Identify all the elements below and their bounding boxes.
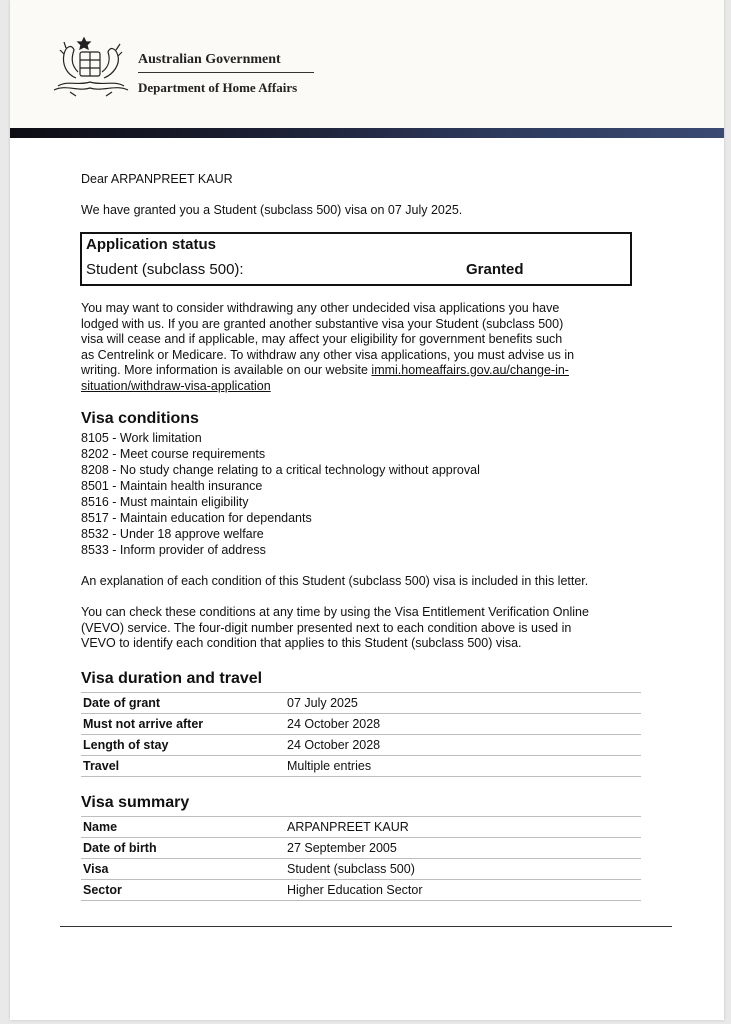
withdraw-line-3: visa will cease and if applicable, may affect your eligibility for government benefits such — [81, 332, 563, 346]
summary-table — [81, 816, 641, 901]
conditions-explanation: An explanation of each condition of this Student (subclass 500) visa is included in this letter. — [81, 574, 589, 588]
list-item: 8208 - No study change relating to a critical technology without approval — [81, 463, 480, 477]
status-badge: Granted — [466, 261, 524, 278]
row-label: Visa — [81, 859, 285, 880]
row-value: Multiple entries — [285, 756, 641, 777]
letterhead-divider — [138, 72, 314, 73]
withdraw-line-4: as Centrelink or Medicare. To withdraw any other visa applications, you must advise us in — [81, 347, 575, 362]
coat-of-arms-icon — [48, 34, 134, 98]
status-visa-type: Student (subclass 500): — [86, 261, 244, 278]
row-label: Sector — [81, 880, 285, 901]
row-value: 07 July 2025 — [285, 693, 641, 714]
row-value: Student (subclass 500) — [285, 859, 641, 880]
table-row — [81, 838, 641, 859]
vevo-line-3: VEVO to identify each condition that applies to this Student (subclass 500) visa. — [81, 636, 522, 650]
duration-table — [81, 692, 641, 777]
withdraw-line-2: lodged with us. If you are granted another substantive visa your Student (subclass 500) — [81, 316, 564, 331]
letter-page — [10, 0, 724, 1020]
table-row — [81, 859, 641, 880]
withdraw-line-5-text: writing. More information is available on our website — [81, 363, 372, 377]
application-status-box — [80, 232, 632, 286]
header-band — [10, 128, 724, 138]
row-value: 24 October 2028 — [285, 714, 641, 735]
change-situation-link[interactable]: immi.homeaffairs.gov.au/change-in- — [371, 363, 569, 377]
list-item: 8202 - Meet course requirements — [81, 447, 266, 461]
list-item: 8516 - Must maintain eligibility — [81, 495, 249, 509]
row-value: 27 September 2005 — [285, 838, 641, 859]
list-item: 8501 - Maintain health insurance — [81, 479, 263, 493]
letterhead — [10, 0, 724, 128]
visa-conditions-heading: Visa conditions — [81, 410, 199, 427]
withdraw-line-5 — [81, 363, 641, 379]
table-row — [81, 817, 641, 838]
salutation: Dear ARPANPREET KAUR — [81, 172, 233, 186]
table-row — [81, 880, 641, 901]
table-row — [81, 714, 641, 735]
status-title: Application status — [86, 236, 217, 253]
vevo-paragraph — [81, 605, 641, 652]
table-row — [81, 735, 641, 756]
department-name: Department of Home Affairs — [138, 80, 298, 95]
vevo-line-1: You can check these conditions at any time by using the Visa Entitlement Verification Online — [81, 605, 589, 619]
row-label: Date of grant — [81, 693, 285, 714]
row-label: Must not arrive after — [81, 714, 285, 735]
row-value: Higher Education Sector — [285, 880, 641, 901]
table-row — [81, 693, 641, 714]
withdraw-line-1: You may want to consider withdrawing any other undecided visa applications you have — [81, 301, 560, 315]
row-label: Name — [81, 817, 285, 838]
list-item: 8533 - Inform provider of address — [81, 543, 266, 557]
row-label: Travel — [81, 756, 285, 777]
list-item: 8517 - Maintain education for dependants — [81, 511, 312, 525]
row-value: 24 October 2028 — [285, 735, 641, 756]
vevo-line-2: (VEVO) service. The four-digit number presented next to each condition above is used in — [81, 620, 572, 635]
row-label: Length of stay — [81, 735, 285, 756]
row-value: ARPANPREET KAUR — [285, 817, 641, 838]
change-situation-link-cont[interactable]: situation/withdraw-visa-application — [81, 378, 271, 393]
summary-heading: Visa summary — [81, 794, 190, 811]
grant-statement: We have granted you a Student (subclass 500) visa on 07 July 2025. — [81, 203, 463, 217]
withdraw-paragraph — [81, 301, 641, 394]
duration-heading: Visa duration and travel — [81, 670, 263, 687]
footer-divider — [60, 926, 672, 927]
government-name: Australian Government — [138, 52, 281, 67]
conditions-list — [81, 430, 480, 558]
row-label: Date of birth — [81, 838, 285, 859]
list-item: 8105 - Work limitation — [81, 431, 202, 445]
list-item: 8532 - Under 18 approve welfare — [81, 527, 264, 541]
table-row — [81, 756, 641, 777]
